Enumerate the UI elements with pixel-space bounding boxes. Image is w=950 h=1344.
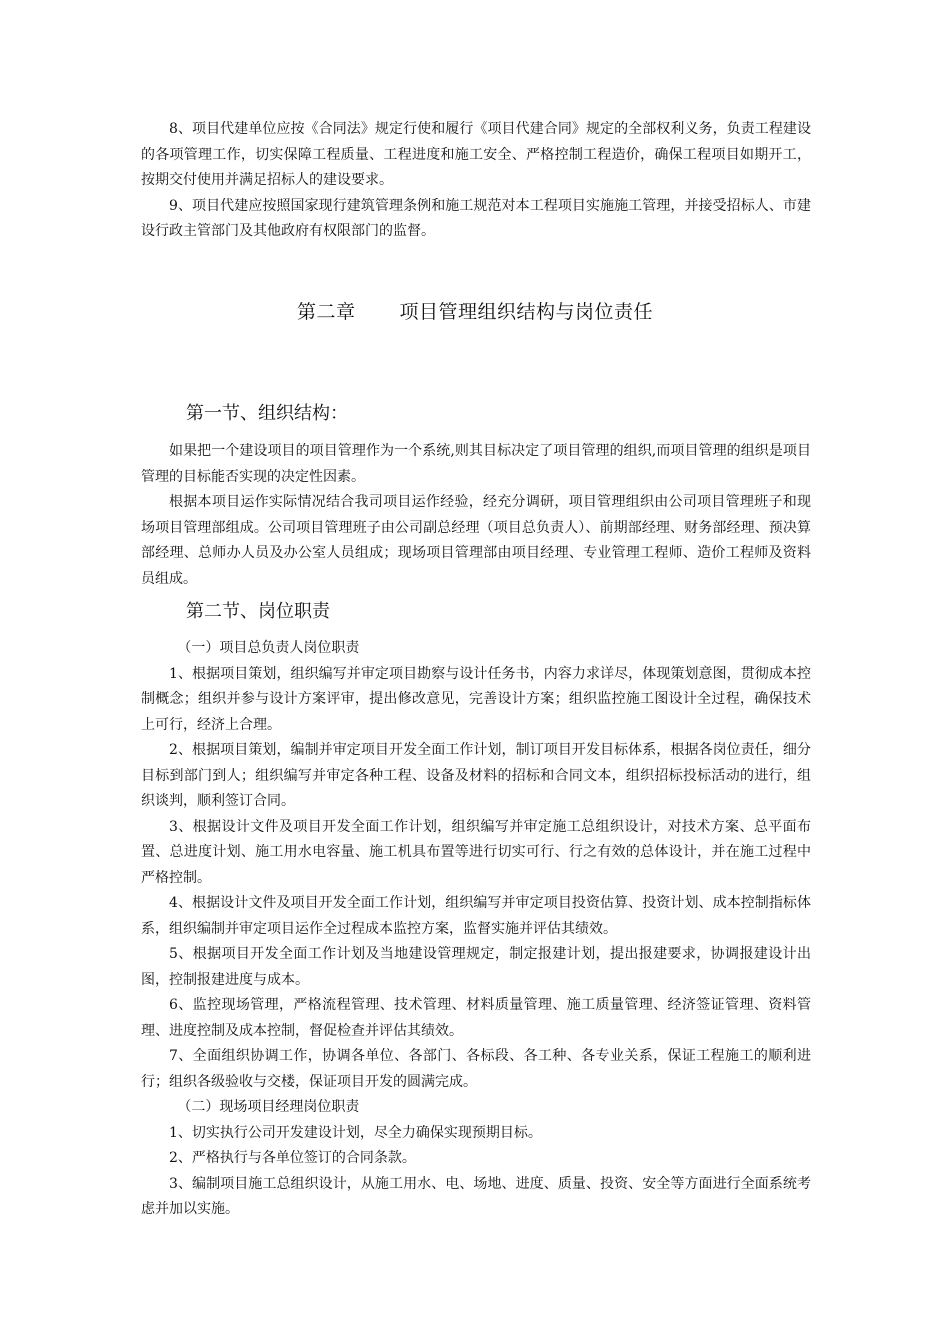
list-item: 2、根据项目策划，编制并审定项目开发全面工作计划，制订项目开发目标体系，根据各岗位责任，细分目标到部门到人；组织编写并审定各种工程、设备及材料的招标和合同文本，组织招标投标活动的进行，组织谈判，顺利签订合同。 [141,742,811,809]
list-item: 1、切实执行公司开发建设计划，尽全力确保实现预期目标。 [169,1124,542,1141]
list-item: 3、编制项目施工总组织设计，从施工用水、电、场地、进度、质量、投资、安全等方面进行全面系统考虑并加以实施。 [141,1175,811,1217]
list-item: 6、监控现场管理，严格流程管理、技术管理、材料质量管理、施工质量管理、经济签证管理、资料管理、进度控制及成本控制，督促检查并评估其绩效。 [141,997,811,1039]
section2-heading: 第二节、岗位职责 [186,601,330,622]
subsection-2-title: （二）现场项目经理岗位职责 [177,1099,360,1115]
list-item: 2、严格执行与各单位签订的合同条款。 [169,1150,416,1166]
list-item: 5、根据项目开发全面工作计划及当地建设管理规定，制定报建计划，提出报建要求，协调报建设计出图，控制报建进度与成本。 [141,946,811,988]
section1-body [141,439,811,592]
list-item: 3、根据设计文件及项目开发全面工作计划，组织编写并审定施工总组织设计，对技术方案、总平面布置、总进度计划、施工用水电容量、施工机具布置等进行切实可行、行之有效的总体设计，并在施工过程中严格控制。 [141,818,811,886]
section1-paragraph-2: 根据本项目运作实际情况结合我司项目运作经验，经充分调研，项目管理组织由公司项目管理班子和现场项目管理部组成。公司项目管理班子由公司副总经理（项目总负责人）、前期部经理、财务部经理、预决算部经理、总师办人员及办公室人员组成；现场项目管理部由项目经理、专业管理工程师、造价工程师及资料员组成。 [141,494,811,587]
list-item: 4、根据设计文件及项目开发全面工作计划，组织编写并审定项目投资估算、投资计划、成本控制指标体系，组织编制并审定项目运作全过程成本监控方案，监督实施并评估其绩效。 [141,895,811,937]
intro-block [141,117,811,245]
list-item: 7、全面组织协调工作，协调各单位、各部门、各标段、各工种、各专业关系，保证工程施工的顺利进行；组织各级验收与交楼，保证项目开发的圆满完成。 [141,1048,811,1090]
section1-paragraph-1: 如果把一个建设项目的项目管理作为一个系统,则其目标决定了项目管理的组织,而项目管理的组织是项目管理的目标能否实现的决定性因素。 [141,443,811,485]
paragraph-9: 9、项目代建应按照国家现行建筑管理条例和施工规范对本工程项目实施施工管理，并接受招标人、市建设行政主管部门及其他政府有权限部门的监督。 [141,197,811,239]
chapter-number: 第二章 [296,301,356,323]
chapter-heading [0,297,950,324]
list-item: 1、根据项目策划，组织编写并审定项目勘察与设计任务书，内容力求详尽，体现策划意图，贯彻成本控制概念；组织并参与设计方案评审，提出修改意见，完善设计方案；组织监控施工图设计全过程，确保技术上可行，经济上合理。 [141,665,811,733]
paragraph-8: 8、项目代建单位应按《合同法》规定行使和履行《项目代建合同》规定的全部权利义务，负责工程建设的各项管理工作，切实保障工程质量、工程进度和施工安全、严格控制工程造价，确保工程项目如期开工，按期交付使用并满足招标人的建设要求。 [141,121,811,188]
section2-body [141,636,811,1223]
chapter-title: 项目管理组织结构与岗位责任 [399,301,654,323]
subsection-1-title: （一）项目总负责人岗位职责 [177,640,360,656]
section1-heading: 第一节、组织结构： [186,403,348,424]
